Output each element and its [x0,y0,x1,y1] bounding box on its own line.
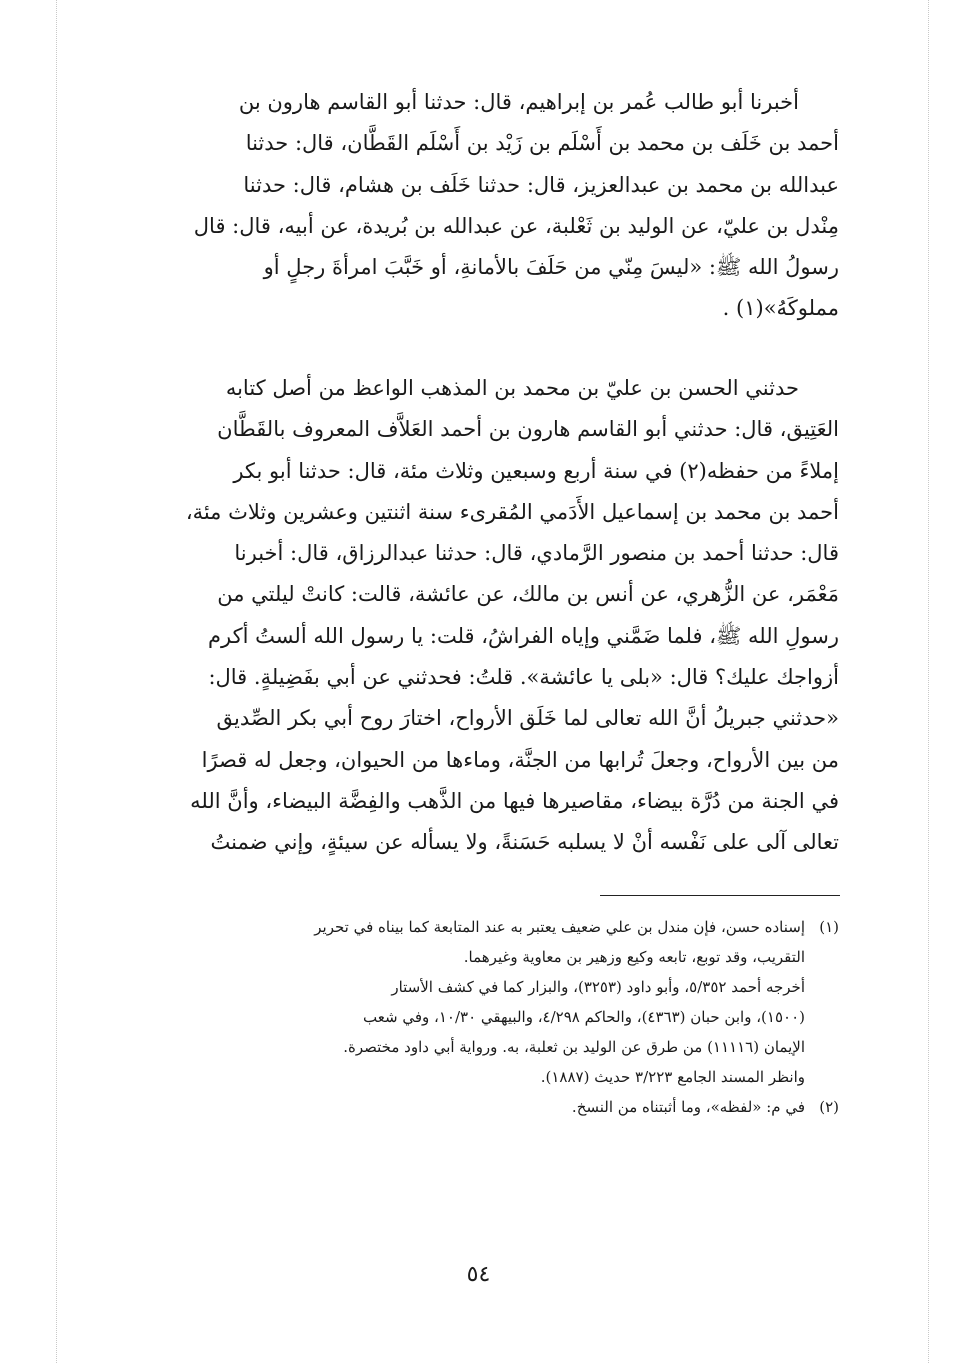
footnote-text: في م: «لفظه»، وما أثبتناه من النسخ. [571,1098,805,1116]
paragraph-line: أزواجك عليك؟ قال: «بلى يا عائشة». قلتُ: فحدثني عن أبي بفَضِيلةٍ. قال: [208,665,839,690]
footnote-separator [600,895,840,896]
footnote-1-line: الإيمان (١١١١٦) من طرق عن الوليد بن ثعلبة، به. ورواية أبي داود مختصرة. [343,1038,805,1056]
paragraph-line: مِنْدل بن عليّ، عن الوليد بن ثَعْلبة، عن عبدالله بن بُريدة، عن أبيه، قال: قال [193,213,839,238]
paragraph-line: رسولِ الله ﷺ، فلما ضَمَّني وإياه الفراشُ، قلت: يا رسول الله ألستُ أكرم [207,623,839,648]
footnote-number: (٢) [819,1098,839,1116]
paragraph-line: رسولُ الله ﷺ: «ليسَ مِنّي من حَلَفَ بالأمانةِ، أو خَبَّبَ امرأةَ رجلٍ أو [263,255,839,280]
paragraph-line: إملاءً من حفظه(٢) في سنة أربع وسبعين وثلاث مئة، قال: حدثنا أبو بكر [233,458,839,483]
footnotes [119,912,839,1122]
paragraph-line: أحمد بن خَلَف بن محمد بن أَسْلَم بن زَيْد بن أَسْلَم القَطَّان، قال: حدثنا [245,131,839,156]
paragraph-line: في الجنة من دُرَّة بيضاء، مقاصيرها فيها من الذَّهب والفِضَّة البيضاء، وأنَّ الله [190,788,839,813]
footnote-text: إسناده حسن، فإن مندل بن علي ضعيف يعتبر به عند المتابعة كما بيناه في تحرير [314,918,805,936]
footnote-1-line: (١٥٠٠)، وابن حبان (٤٣٦٣)، والحاكم ٤/٢٩٨، والبيهقي ١٠/٣٠، وفي شعب [363,1008,805,1026]
paragraph-2 [119,368,839,864]
paragraph-line: قال: حدثنا أحمد بن منصور الرَّمادي، قال: حدثنا عبدالرزاق، قال: أخبرنا [234,541,839,566]
footnote-number: (١) [819,918,839,936]
paragraph-line: أخبرنا أبو طالب عُمر بن إبراهيم، قال: حدثنا أبو القاسم هارون بن [238,90,799,114]
paragraph-line: مَعْمَر، عن الزُّهري، عن أنس بن مالك، عن عائشة، قالت: كانتْ ليلتي من [217,582,839,607]
footnote-1-line [119,912,839,942]
page-number: ٥٤ [466,1262,491,1287]
footnote-1-line: التقريب، وقد توبع، تابعه وكيع وزهير بن معاوية وغيرهما. [463,948,805,966]
paragraph-line: من بين الأرواح، وجعلَ تُرابها من الجنَّة، وماءها من الحيوان، وجعل له قصرًا [201,747,839,772]
paragraph-1 [119,82,839,330]
footnote-1-line: أخرجه أحمد ٥/٣٥٢، وأبو داود (٣٢٥٣)، والبزار كما في كشف الأستار [391,978,805,996]
paragraph-line: تعالى آلى على نَفْسه أنْ لا يسلبه حَسَنةً، ولا يسأله عن سيئةٍ، وإني ضمنتُ [210,830,839,855]
left-margin-dots [56,0,57,1363]
paragraph-line: عبدالله بن محمد بن عبدالعزيز، قال: حدثنا خَلَف بن هشام، قال: حدثنا [243,172,839,197]
right-margin-dots [928,0,929,1363]
paragraph-line: أحمد بن محمد بن إسماعيل الأَدَمي المُقرىء سنة اثنتين وعشرين وثلاث مئة، [185,499,839,524]
paragraph-line: «حدثني جبريلُ أنَّ الله تعالى لما خَلَق الأرواح، اختارَ روح أبي بكر الصِّديق [216,706,839,731]
footnote-2-line [119,1092,839,1122]
paragraph-line: حدثني الحسن بن عليّ بن محمد بن المذهب الواعظ من أصل كتابه [225,376,799,400]
paragraph-line: مملوكَهُ»(١) . [722,296,839,321]
footnote-1-line: وانظر المسند الجامع ٣/٢٢٣ حديث (١٨٨٧). [540,1068,805,1086]
paragraph-line: العَتِيق، قال: حدثني أبو القاسم هارون بن أحمد العَلاَّف المعروف بالقَطَّان [217,417,839,442]
